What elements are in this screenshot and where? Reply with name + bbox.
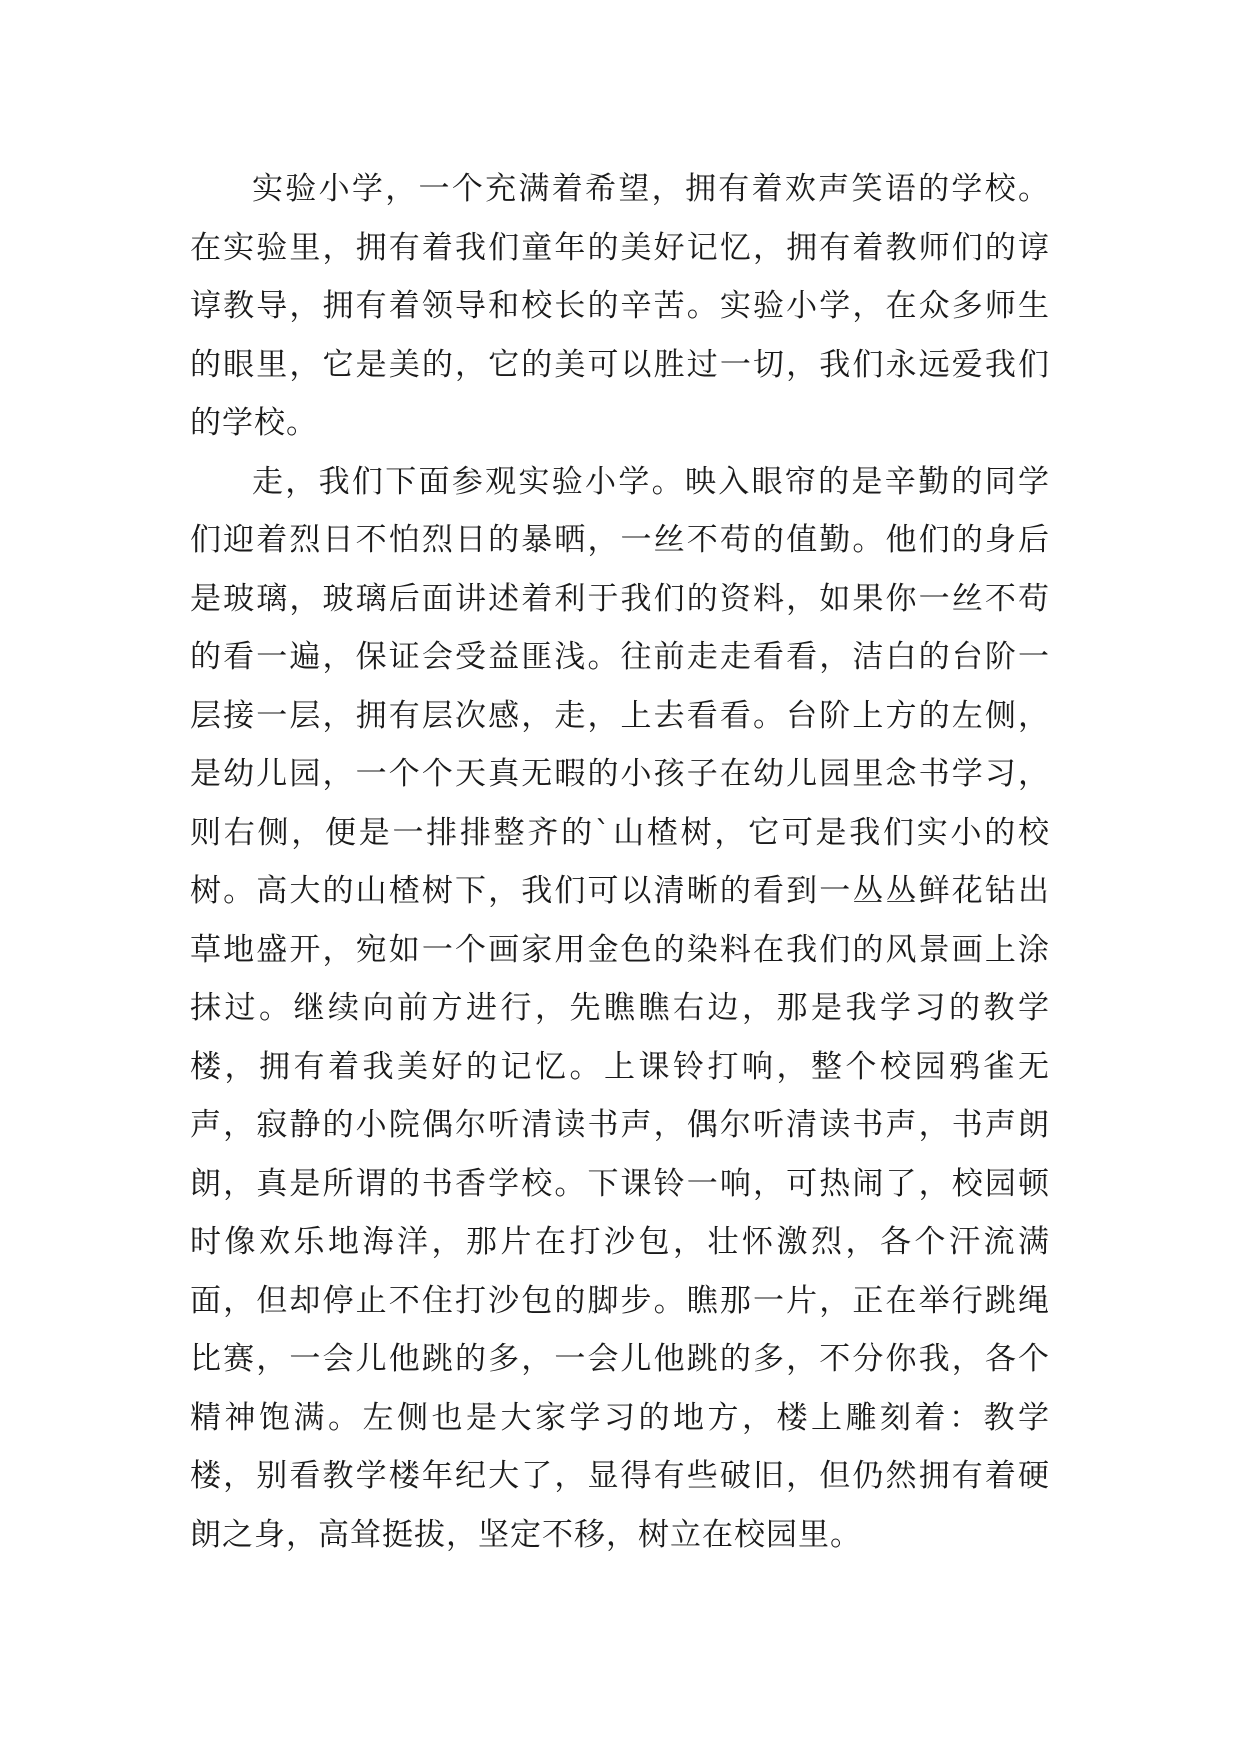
paragraph-intro: 实验小学，一个充满着希望，拥有着欢声笑语的学校。在实验里，拥有着我们童年的美好记忆，拥有着教师们的谆谆教导，拥有着领导和校长的辛苦。实验小学，在众多师生的眼里，它是美的，它的美可以胜过一切，我们永远爱我们的学校。	[190, 171, 1050, 441]
document-body	[190, 160, 1050, 1564]
paragraph-tour: 走，我们下面参观实验小学。映入眼帘的是辛勤的同学们迎着烈日不怕烈日的暴晒，一丝不苟的值勤。他们的身后是玻璃，玻璃后面讲述着利于我们的资料，如果你一丝不苟的看一遍，保证会受益匪浅。往前走走看看，洁白的台阶一层接一层，拥有层次感，走，上去看看。台阶上方的左侧，是幼儿园，一个个天真无暇的小孩子在幼儿园里念书学习，则右侧，便是一排排整齐的`山楂树，它可是我们实小的校树。高大的山楂树下，我们可以清晰的看到一丛丛鲜花钻出草地盛开，宛如一个画家用金色的染料在我们的风景画上涂抹过。继续向前方进行，先瞧瞧右边，那是我学习的教学楼，拥有着我美好的记忆。上课铃打响，整个校园鸦雀无声，寂静的小院偶尔听清读书声，偶尔听清读书声，书声朗朗，真是所谓的书香学校。下课铃一响，可热闹了，校园顿时像欢乐地海洋，那片在打沙包，壮怀激烈，各个汗流满面，但却停止不住打沙包的脚步。瞧那一片，正在举行跳绳比赛，一会儿他跳的多，一会儿他跳的多，不分你我，各个精神饱满。左侧也是大家学习的地方，楼上雕刻着：教学楼，别看教学楼年纪大了，显得有些破旧，但仍然拥有着硬朗之身，高耸挺拔，坚定不移，树立在校园里。	[190, 463, 1050, 1553]
